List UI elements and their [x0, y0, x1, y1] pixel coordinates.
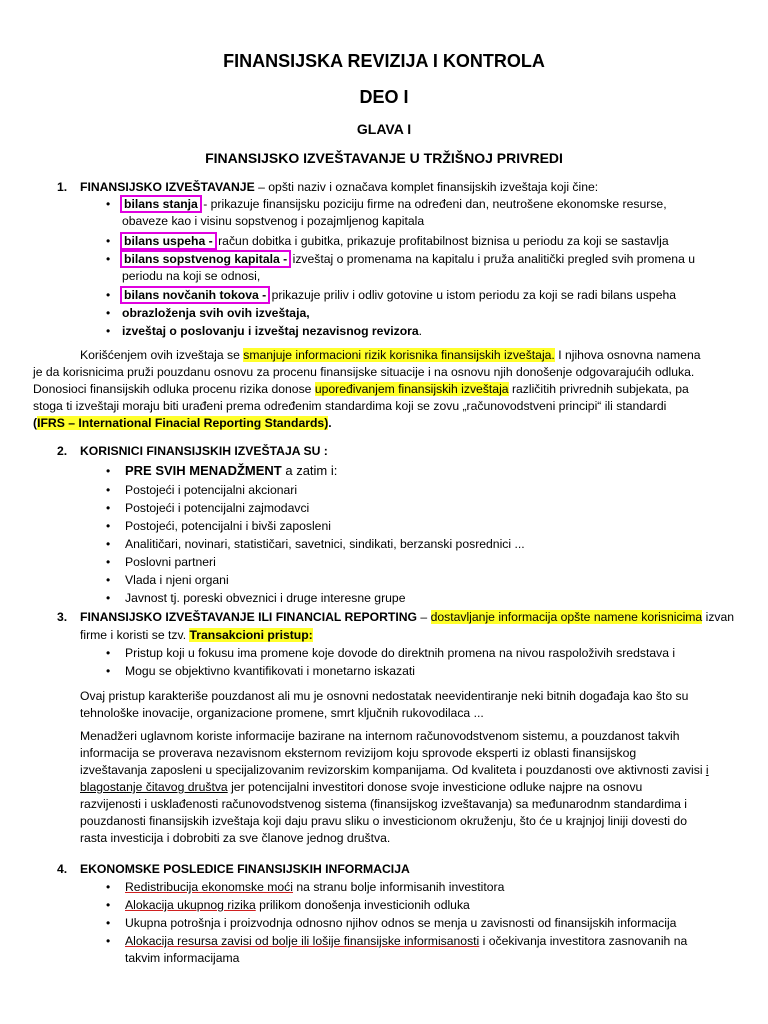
list-item: bilans sopstvenog kapitala - izveštaj o promenama na kapitalu i pruža analitički pregled svih promena u [124, 252, 696, 266]
list-item: Postojeći i potencijalni zajmodavci [125, 501, 310, 515]
bullet-icon: • [106, 324, 111, 338]
list-item: Analitičari, novinari, statističari, savetnici, sindikati, berzanski posrednici ... [125, 537, 525, 551]
list-item: bilans uspeha - račun dobitka i gubitka, prikazuje profitabilnost biznisa u periodu za koji se sastavlja [124, 234, 669, 248]
boxed-term: bilans novčanih tokova - [124, 288, 267, 302]
list-item: Postojeći i potencijalni akcionari [125, 483, 298, 497]
highlighted-text: dostavljanje informacija opšte namene korisnicima [430, 610, 703, 624]
bullet-icon: • [106, 234, 111, 248]
chapter-title: FINANSIJSKO IZVEŠTAVANJE U TRŽIŠNOJ PRIVREDI [205, 150, 563, 166]
section-1-number: 1. [57, 180, 68, 194]
bullet-icon: • [106, 306, 111, 320]
section-1-head-rest: – opšti naziv i označava komplet finansijskih izveštaja koji čine: [254, 180, 599, 194]
highlighted-text: smanjuje informacioni rizik korisnika finansijskih izveštaja. [243, 348, 555, 362]
list-item: Pristup koji u fokusu ima promene koje dovode do direktnih promena na nivou raspoloživih sredstava i [125, 646, 676, 660]
list-item: Alokacija ukupnog rizika prilikom donošenja investicionih odluka [125, 898, 470, 912]
highlighted-text: upoređivanjem finansijskih izveštaja [314, 382, 509, 396]
list-item: Redistribucija ekonomske moći na stranu bolje informisanih investitora [125, 880, 505, 894]
list-item: PRE SVIH MENADŽMENT a zatim i: [125, 463, 338, 478]
underlined-text: Redistribucija ekonomske moći [125, 880, 293, 894]
section-3-paragraph-2: Menadžeri uglavnom koriste informacije bazirane na internom računovodstvenom sistemu, a pouzdanost takvih informacija se proverava nezavisnom eksternom revizijom koju sprovode eksperti iz oblasti finansijskog izveštavanja zaposleni u specijalizovanim revizorskim kompanijama. Od kvaliteta i pouzdanosti ove aktivnosti zavisi i blagostanje čitavog društva jer potencijalni investitori donose svoje investicione odluke najpre na osnovu razvijenosti i usklađenosti računovodstvenog sistema (finansijskog izveštavanja) sa međunarodnm standardima i pouzdanosti finansijskih izveštaja koji daju pravu sliku o investicionom okruženju, što će u krajnjoj liniji dovesti do rasta investicija i dobrobiti za sve članove jednog društva. [80, 729, 709, 845]
underlined-text: Alokacija resursa zavisi od bolje ili lošije finansijske informisanosti [125, 934, 480, 948]
highlighted-text: Transakcioni pristup: [189, 628, 313, 642]
underlined-text: Alokacija ukupnog rizika [125, 898, 256, 912]
list-item: bilans novčanih tokova - prikazuje priliv i odliv gotovine u istom periodu za koji se radi bilans uspeha [124, 288, 677, 302]
section-1-heading [80, 180, 598, 195]
list-item-continuation: takvim informacijama [125, 951, 240, 965]
list-item-continuation: obaveze kao i visinu sopstvenog i pozajmljenog kapitala [122, 214, 425, 228]
bullet-icon: • [106, 537, 111, 551]
boxed-term: bilans uspeha - [124, 234, 213, 248]
section-3-line-2: firme i koristi se tzv. Transakcioni pristup: [80, 628, 313, 642]
list-item: obrazloženja svih ovih izveštaja, [122, 306, 310, 320]
section-1-head-bold: FINANSIJSKO IZVEŠTAVANJE [80, 180, 255, 194]
bullet-icon: • [106, 880, 111, 894]
chapter-heading: GLAVA I [356, 121, 412, 137]
underlined-text: i [705, 763, 709, 777]
section-4-heading: EKONOMSKE POSLEDICE FINANSIJSKIH INFORMACIJA [80, 862, 410, 876]
bullet-icon: • [106, 591, 111, 605]
bullet-icon: • [106, 501, 111, 515]
bullet-icon: • [106, 464, 111, 478]
bullet-icon: • [106, 555, 111, 569]
section-3-paragraph-1: Ovaj pristup karakteriše pouzdanost ali mu je osnovni nedostatak neevidentiranje neki bitnih događaja kao što su tehnološke inovacije, organizacione promene, smrt ključnih rukovodilaca ... [80, 689, 689, 720]
section-3-heading: FINANSIJSKO IZVEŠTAVANJE ILI FINANCIAL REPORTING – dostavljanje informacija opšte namene korisnicima izvan [80, 610, 735, 624]
list-item: Poslovni partneri [125, 555, 216, 569]
list-item-continuation: periodu na koji se odnosi, [122, 269, 261, 283]
bullet-icon: • [106, 898, 111, 912]
list-item: bilans stanja - prikazuje finansijsku poziciju firme na određeni dan, neutrošene ekonomske resurse, [124, 197, 667, 211]
bullet-icon: • [106, 646, 111, 660]
bullet-icon: • [106, 252, 111, 266]
bullet-icon: • [106, 573, 111, 587]
bullet-icon: • [106, 197, 111, 211]
section-1-paragraph: Korišćenjem ovih izveštaja se smanjuje informacioni rizik korisnika finansijskih izveštaja. I njihova osnovna namena je da korisnicima pruži pouzdanu osnovu za procenu finansijske situacije i na osnovu njih donošenje odgovarajućih odluka. Donosioci finansijskih odluka procenu rizika donose upoređivanjem finansijskih izveštaja različitih privrednih subjekata, pa stoga ti izveštaji moraju biti urađeni prema određenim standardima koji se zovu „računovodstveni principi“ ili standardi (IFRS – International Finacial Reporting Standards). [33, 348, 701, 430]
list-item: Ukupna potrošnja i proizvodnja odnosno njihov odnos se menja u zavisnosti od finansijskih informacija [125, 916, 677, 930]
bullet-icon: • [106, 288, 111, 302]
bullet-icon: • [106, 934, 111, 948]
underlined-text: blagostanje čitavog društva [80, 780, 228, 794]
section-3-number: 3. [57, 610, 68, 624]
list-item: izveštaj o poslovanju i izveštaj nezavisnog revizora. [122, 324, 423, 338]
list-item: Mogu se objektivno kvantifikovati i monetarno iskazati [125, 664, 415, 678]
part-heading: DEO I [359, 87, 409, 107]
list-item: Alokacija resursa zavisi od bolje ili lošije finansijske informisanosti i očekivanja investitora zasnovanih na [125, 934, 688, 948]
section-2-heading: KORISNICI FINANSIJSKIH IZVEŠTAJA SU : [80, 444, 328, 458]
section-4-number: 4. [57, 862, 68, 876]
highlighted-text: IFRS – International Finacial Reporting Standards) [37, 416, 329, 430]
document-title: FINANSIJSKA REVIZIJA I KONTROLA [223, 51, 545, 71]
boxed-term: bilans stanja [124, 197, 198, 211]
bullet-icon: • [106, 483, 111, 497]
list-item: Postojeći, potencijalni i bivši zaposleni [125, 519, 331, 533]
bullet-icon: • [106, 664, 111, 678]
boxed-term: bilans sopstvenog kapitala - [124, 252, 288, 266]
bullet-icon: • [106, 519, 111, 533]
list-item: Vlada i njeni organi [125, 573, 229, 587]
section-2-number: 2. [57, 444, 68, 458]
list-item: Javnost tj. poreski obveznici i druge interesne grupe [125, 591, 406, 605]
bullet-icon: • [106, 916, 111, 930]
